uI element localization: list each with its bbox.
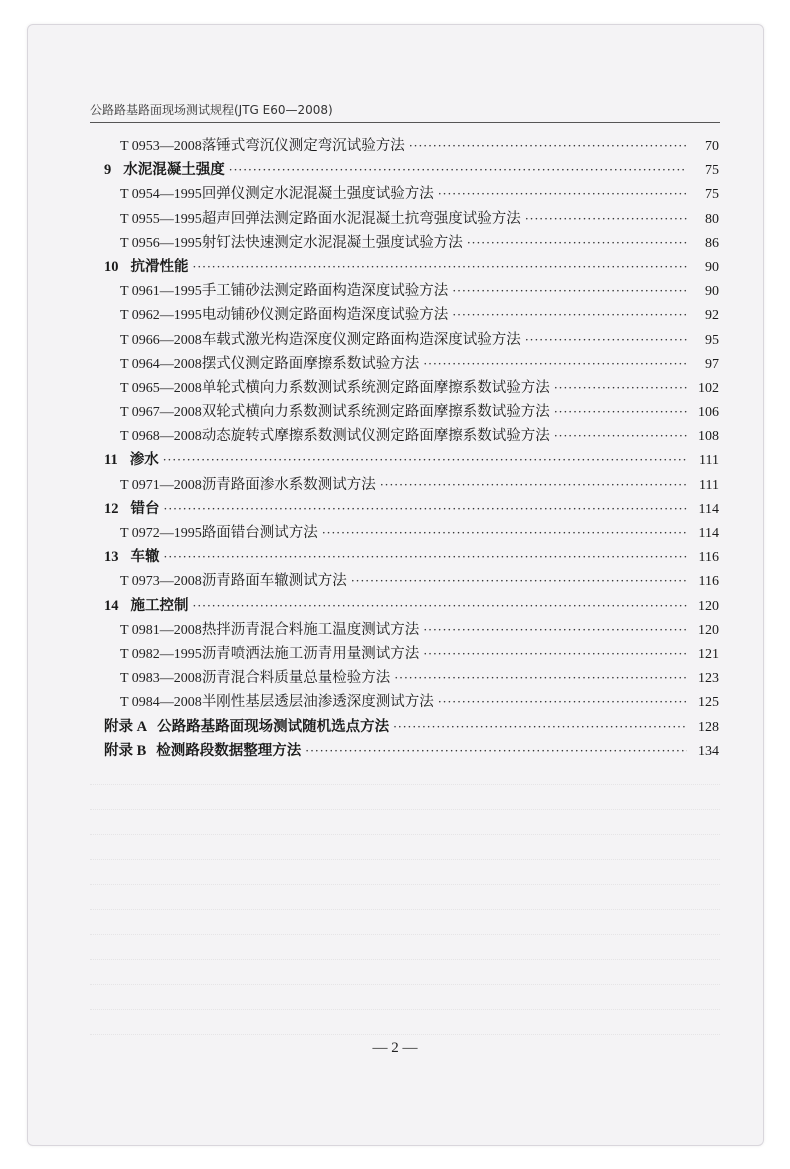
leader-dots [423,352,687,376]
chapter-number: 13 [104,549,119,566]
toc-title: 单轮式横向力系数测试系统测定路面摩擦系数试验方法 [201,379,550,396]
toc-page-number: 120 [698,598,719,614]
toc-page-number: 111 [699,453,719,469]
leader-dots [322,521,687,545]
toc-title: 沥青混合料质量总量检验方法 [201,670,391,687]
toc-entry [104,521,719,545]
appendix-label: 附录 B [104,742,147,759]
toc-entry-code: T 0966—2008 [120,332,202,348]
toc-page-number: 134 [698,743,719,759]
toc-entry [104,182,719,206]
toc-entry [104,352,719,376]
leader-dots [164,545,688,569]
toc-entry [104,134,719,158]
leader-dots [393,715,687,739]
toc-title: 双轮式横向力系数测试系统测定路面摩擦系数试验方法 [201,404,550,421]
toc-title: 射钉法快速测定水泥混凝土强度试验方法 [201,234,463,251]
toc-entry-code: T 0983—2008 [120,671,202,687]
toc-title: 施工控制 [130,596,189,614]
toc-entry [104,303,719,327]
toc-chapter [104,448,719,472]
chapter-number: 14 [104,597,119,614]
toc-title: 沥青路面车辙测试方法 [201,573,347,590]
toc-entry [104,690,719,714]
toc-entry-code: T 0956—1995 [120,235,202,251]
toc-page-number: 116 [698,574,719,590]
toc-entry-code: T 0954—1995 [120,187,202,203]
toc-title: 车辙 [130,548,160,566]
leader-dots [452,303,687,327]
toc-page-number: 70 [705,139,719,154]
toc-entry [104,279,719,303]
toc-chapter [104,255,719,279]
leader-dots [193,594,688,618]
table-of-contents [104,134,719,763]
toc-page-number: 128 [698,719,719,735]
toc-entry [104,666,719,690]
toc-page-number: 114 [698,526,719,541]
leader-dots [193,255,688,279]
toc-appendix [104,739,719,763]
toc-page-number: 125 [698,695,719,711]
toc-entry-code: T 0955—1995 [120,211,202,227]
leader-dots [163,448,687,472]
toc-entry-code: T 0962—1995 [120,308,202,324]
toc-title: 动态旋转式摩擦系数测试仪测定路面摩擦系数试验方法 [201,428,550,445]
toc-entry-code: T 0984—2008 [120,695,202,711]
toc-title: 摆式仪测定路面摩擦系数试验方法 [201,355,420,372]
leader-dots [438,690,687,714]
toc-entry [104,231,719,255]
toc-page-number: 106 [698,405,719,421]
toc-page-number: 120 [698,622,719,638]
toc-page-number: 116 [698,550,719,566]
toc-entry-code: T 0981—2008 [120,622,202,638]
toc-entry-code: T 0968—2008 [120,429,202,445]
leader-dots [229,158,687,182]
toc-page-number: 123 [698,671,719,687]
leader-dots [423,642,687,666]
toc-entry [104,328,719,352]
leader-dots [394,666,687,690]
chapter-number: 11 [104,452,118,469]
toc-entry-code: T 0973—2008 [120,574,202,590]
toc-title: 半刚性基层透层油渗透深度测试方法 [201,694,434,711]
leader-dots [525,207,687,231]
toc-title: 错台 [130,499,160,517]
toc-page-number: 95 [705,332,719,348]
leader-dots [305,739,687,763]
toc-page-number: 102 [698,380,719,396]
toc-title: 检测路段数据整理方法 [156,741,302,759]
toc-entry [104,642,719,666]
toc-title: 水泥混凝土强度 [123,161,225,179]
toc-page-number: 80 [705,211,719,227]
leader-dots [554,400,687,424]
toc-entry [104,400,719,424]
chapter-number: 10 [104,258,119,275]
toc-title: 渗水 [129,451,159,469]
leader-dots [438,182,687,206]
page-number: — 2 — [372,1040,418,1056]
toc-chapter [104,497,719,521]
toc-title: 回弹仪测定水泥混凝土强度试验方法 [201,186,434,203]
toc-title: 落锤式弯沉仪测定弯沉试验方法 [201,138,405,154]
toc-entry-code: T 0953—2008 [120,139,202,154]
chapter-number: 12 [104,500,119,517]
toc-entry [104,207,719,231]
toc-entry [104,569,719,593]
toc-entry-code: T 0964—2008 [120,356,202,372]
toc-page-number: 108 [698,429,719,445]
toc-entry [104,618,719,642]
leader-dots [351,569,687,593]
toc-entry-code: T 0971—2008 [120,477,202,493]
toc-entry-code: T 0965—2008 [120,380,202,396]
toc-page-number: 97 [705,356,719,372]
leader-dots [467,231,687,255]
toc-page-number: 121 [698,646,719,662]
leader-dots [409,134,687,158]
toc-title: 手工铺砂法测定路面构造深度试验方法 [201,283,449,300]
toc-entry [104,473,719,497]
toc-entry-code: T 0961—1995 [120,284,202,300]
toc-page-number: 90 [705,259,719,275]
toc-page-number: 75 [705,187,719,203]
chapter-number: 9 [104,162,112,179]
toc-page-number: 90 [705,284,719,300]
leader-dots [452,279,687,303]
toc-chapter [104,158,719,182]
toc-page-number: 75 [705,163,719,179]
toc-title: 超声回弹法测定路面水泥混凝土抗弯强度试验方法 [201,210,521,227]
toc-page-number: 111 [699,477,719,493]
leader-dots [164,497,688,521]
leader-dots [380,473,687,497]
running-header: 公路路基路面现场测试规程(JTG E60—2008) [90,98,720,123]
toc-entry [104,376,719,400]
toc-entry-code: T 0972—1995 [120,526,202,541]
toc-title: 车载式激光构造深度仪测定路面构造深度试验方法 [201,331,521,348]
toc-entry-code: T 0982—1995 [120,646,202,662]
toc-appendix [104,715,719,739]
toc-title: 公路路基路面现场测试随机选点方法 [157,717,390,735]
toc-title: 沥青喷洒法施工沥青用量测试方法 [201,645,420,662]
toc-title: 热拌沥青混合料施工温度测试方法 [201,621,420,638]
toc-page-number: 92 [705,308,719,324]
toc-page-number: 86 [705,235,719,251]
toc-page-number: 114 [698,501,719,517]
toc-title: 路面错台测试方法 [201,525,318,541]
toc-entry [104,424,719,448]
leader-dots [554,424,687,448]
toc-title: 抗滑性能 [130,257,189,275]
toc-title: 电动铺砂仪测定路面构造深度试验方法 [201,307,449,324]
appendix-label: 附录 A [104,718,148,735]
toc-chapter [104,594,719,618]
toc-entry-code: T 0967—2008 [120,405,202,421]
toc-chapter [104,545,719,569]
leader-dots [554,376,687,400]
leader-dots [525,328,687,352]
leader-dots [423,618,687,642]
toc-title: 沥青路面渗水系数测试方法 [201,476,376,493]
